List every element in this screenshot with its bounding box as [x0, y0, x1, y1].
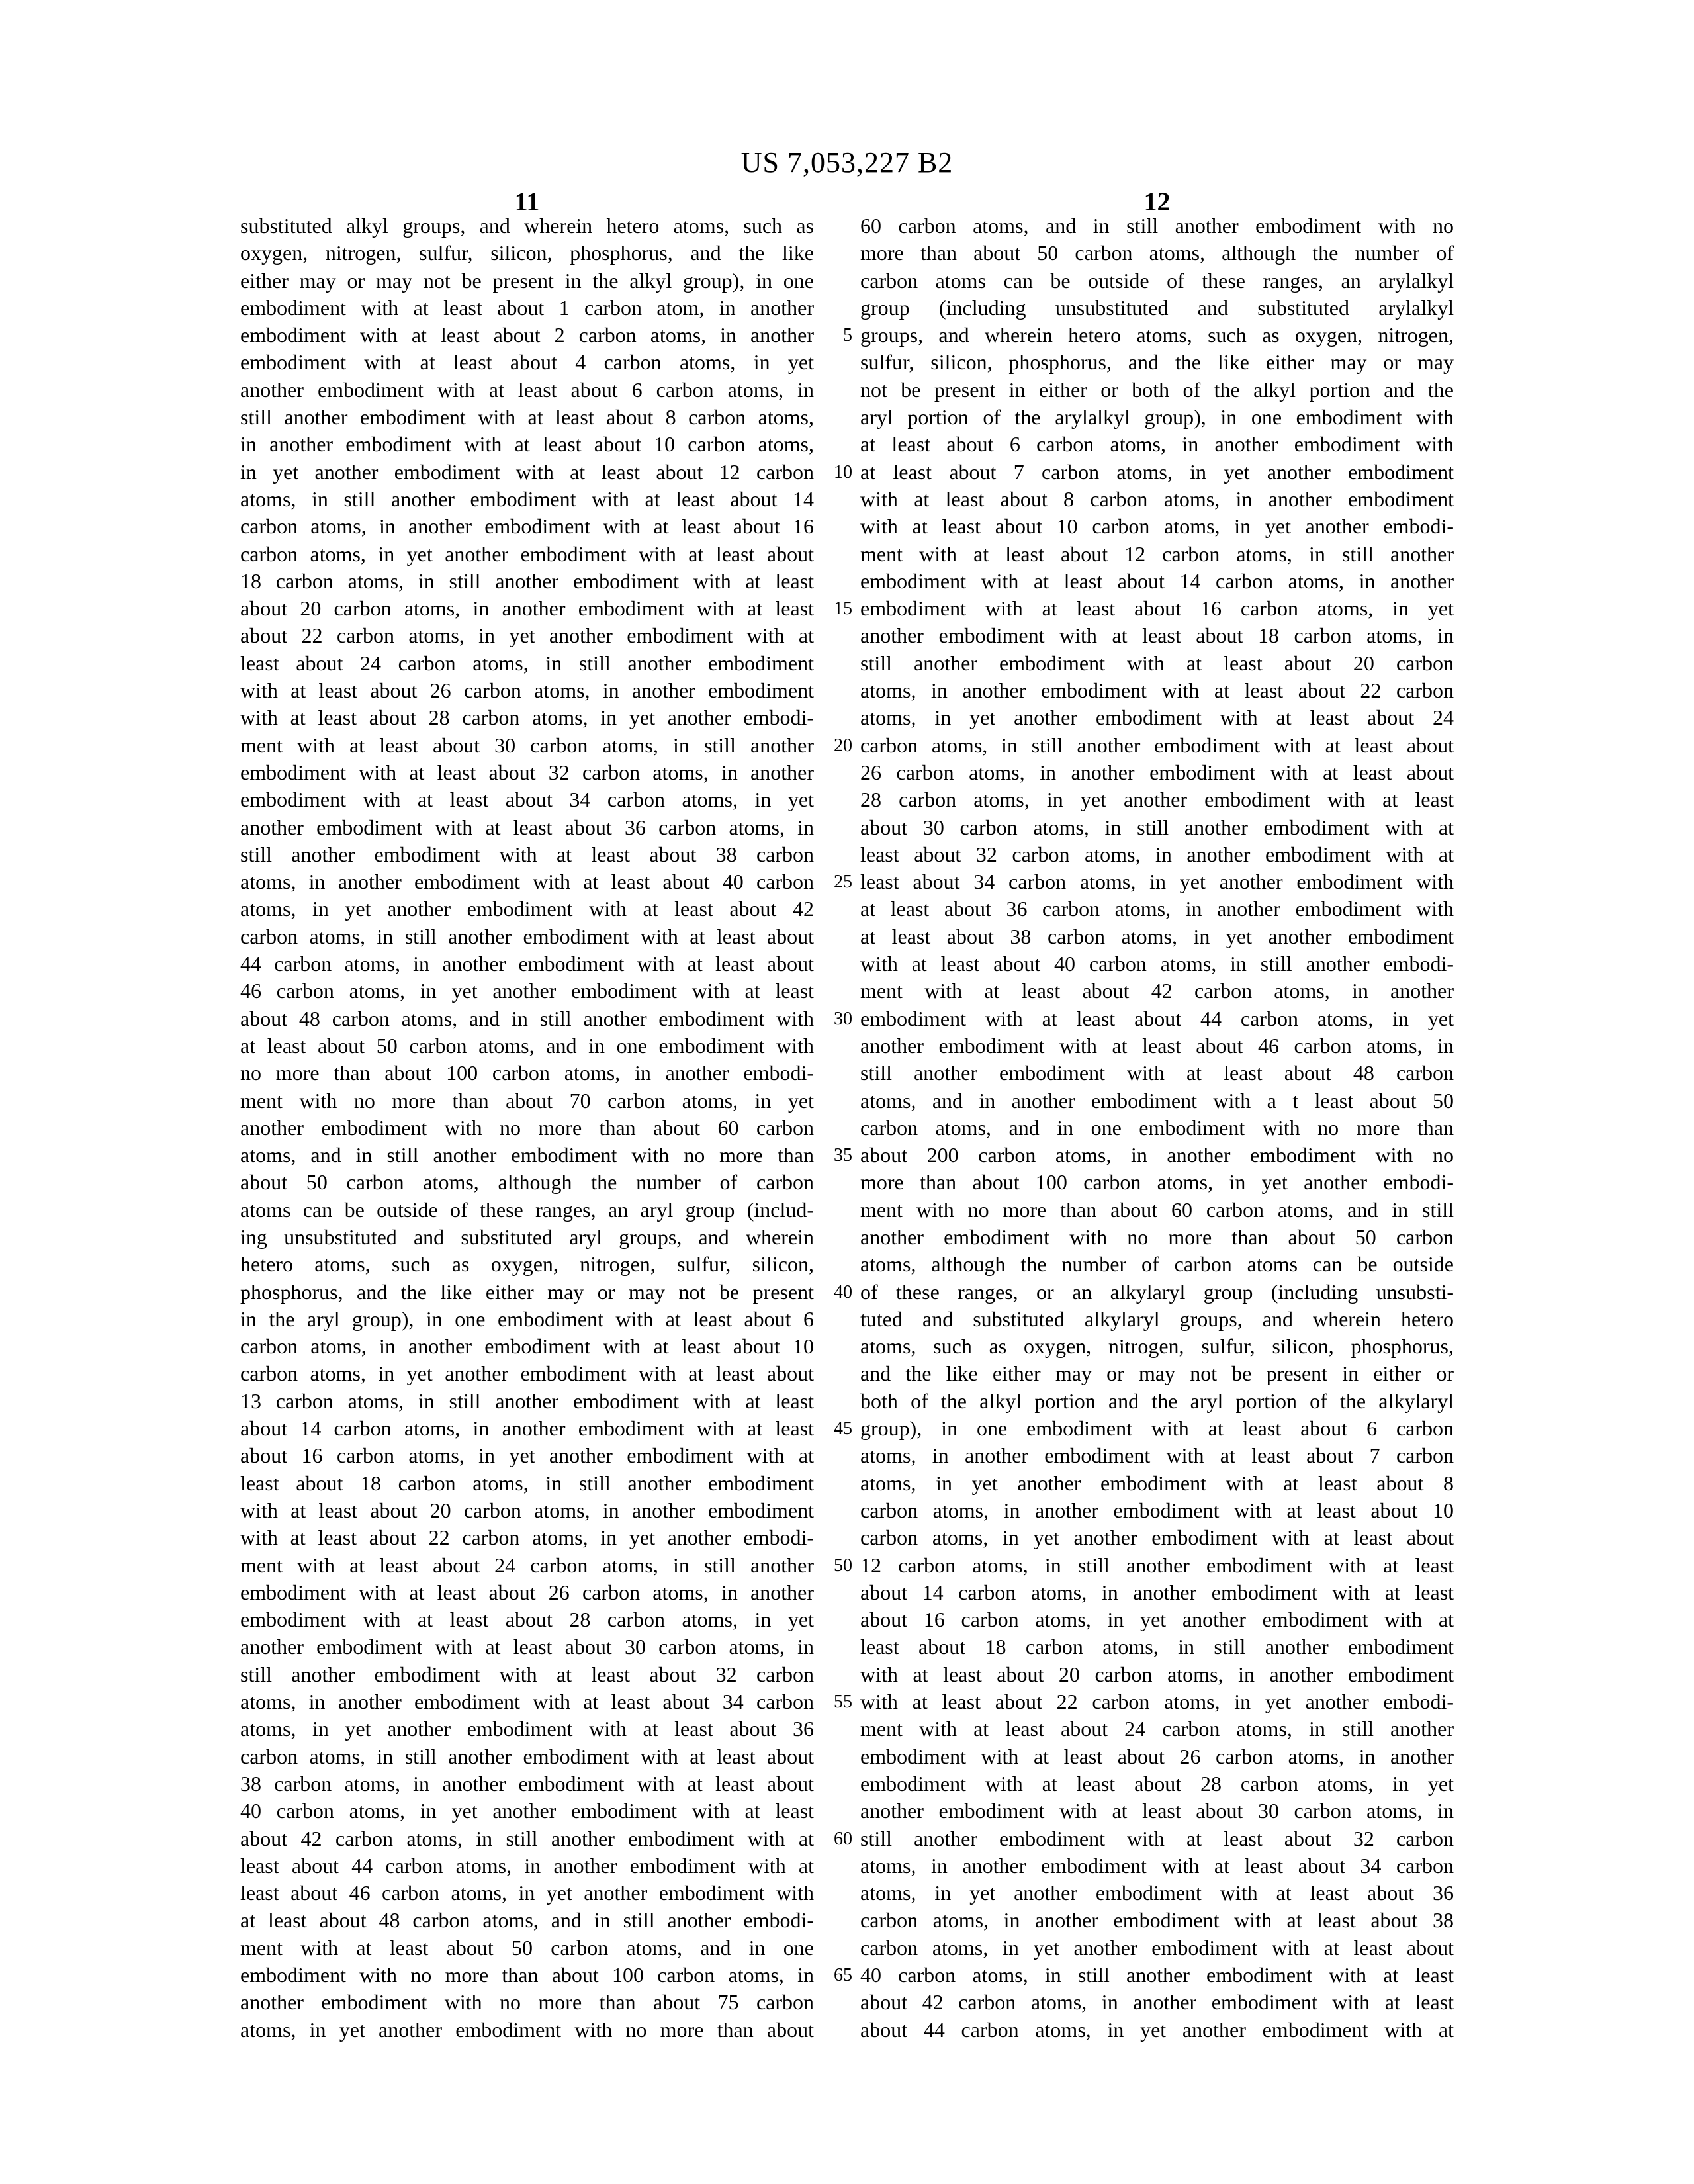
text-line: with at least about 28 carbon atoms, in yet another embodi- — [240, 705, 814, 730]
patent-number-header: US 7,053,227 B2 — [740, 146, 954, 179]
text-line: another embodiment with no more than about 60 carbon — [240, 1115, 814, 1140]
text-line: ing unsubstituted and substituted aryl groups, and wherein — [240, 1224, 814, 1249]
text-line: least about 44 carbon atoms, in another embodiment with at — [240, 1853, 814, 1878]
text-line: 28 carbon atoms, in yet another embodiment with at least — [860, 788, 1454, 812]
text-line: substituted alkyl groups, and wherein hetero atoms, such as — [240, 214, 814, 238]
text-line: atoms, in another embodiment with at least about 34 carbon — [860, 1853, 1454, 1878]
text-line: least about 32 carbon atoms, in another embodiment with at — [860, 842, 1454, 866]
text-line: carbon atoms, in still another embodiment with at least about — [240, 924, 814, 948]
gutter-line-number: 5 — [843, 325, 852, 346]
text-line: ment with at least about 42 carbon atoms, in another — [860, 979, 1454, 1003]
text-line: atoms, and in still another embodiment with no more than — [240, 1143, 814, 1167]
gutter-line-spacer — [814, 1606, 852, 1633]
text-line: embodiment with at least about 4 carbon atoms, in yet — [240, 350, 814, 375]
text-line: with at least about 26 carbon atoms, in another embodiment — [240, 678, 814, 703]
gutter-line-spacer — [814, 1770, 852, 1797]
text-line: least about 34 carbon atoms, in yet another embodiment with — [860, 870, 1454, 894]
text-line: at least about 7 carbon atoms, in yet another embodiment — [860, 459, 1454, 484]
gutter-line-spacer — [814, 1524, 852, 1551]
text-line: atoms, in another embodiment with at least about 22 carbon — [860, 678, 1454, 703]
column-number-12: 12 — [1143, 187, 1171, 216]
gutter-line-spacer — [814, 404, 852, 431]
gutter-line-spacer — [814, 1087, 852, 1115]
text-line: another embodiment with at least about 36 carbon atoms, in — [240, 815, 814, 839]
text-line: still another embodiment with at least about 8 carbon atoms, — [240, 405, 814, 430]
text-line: at least about 38 carbon atoms, in yet another embodiment — [860, 924, 1454, 948]
text-line: atoms, in another embodiment with at least about 7 carbon — [860, 1443, 1454, 1468]
gutter-line-spacer — [814, 1032, 852, 1060]
gutter-line-spacer — [814, 1169, 852, 1196]
column-11-text — [240, 212, 814, 2044]
gutter-line-spacer — [814, 1743, 852, 1770]
gutter-line-number: 55 — [834, 1692, 852, 1713]
text-line: atoms, such as oxygen, nitrogen, sulfur, silicon, phosphorus, — [860, 1334, 1454, 1359]
text-line: about 22 carbon atoms, in yet another embodiment with at — [240, 623, 814, 648]
text-line: more than about 100 carbon atoms, in yet another embodi- — [860, 1170, 1454, 1195]
gutter-line-spacer — [814, 1797, 852, 1825]
gutter-line-spacer — [814, 1197, 852, 1224]
text-line: embodiment with no more than about 100 carbon atoms, in — [240, 1963, 814, 1987]
gutter-line-spacer — [814, 841, 852, 868]
text-line: with at least about 10 carbon atoms, in yet another embodi- — [860, 514, 1454, 539]
text-line: phosphorus, and the like either may or may not be present — [240, 1279, 814, 1304]
gutter-line-spacer — [814, 1360, 852, 1387]
text-line: more than about 50 carbon atoms, although the number of — [860, 241, 1454, 265]
text-line: group (including unsubstituted and substituted arylalkyl — [860, 295, 1454, 320]
line-number-gutter — [814, 212, 852, 2044]
text-line: aryl portion of the arylalkyl group), in one embodiment with — [860, 405, 1454, 430]
text-line: atoms, and in another embodiment with a t least about 50 — [860, 1088, 1454, 1113]
text-line: sulfur, silicon, phosphorus, and the like either may or may — [860, 350, 1454, 375]
text-line: either may or may not be present in the alkyl group), in one — [240, 268, 814, 293]
gutter-line-spacer — [814, 786, 852, 813]
text-line: at least about 36 carbon atoms, in another embodiment with — [860, 897, 1454, 921]
text-line: at least about 6 carbon atoms, in another embodiment with — [860, 432, 1454, 457]
text-line: embodiment with at least about 1 carbon atom, in another — [240, 295, 814, 320]
text-line: carbon atoms, in another embodiment with at least about 16 — [240, 514, 814, 539]
gutter-line-spacer — [814, 1060, 852, 1087]
gutter-line-spacer — [814, 1115, 852, 1142]
text-line: ment with at least about 30 carbon atoms, in still another — [240, 733, 814, 757]
gutter-line-number: 40 — [834, 1281, 852, 1302]
text-line: atoms, in yet another embodiment with at least about 24 — [860, 705, 1454, 730]
text-line: about 30 carbon atoms, in still another embodiment with at — [860, 815, 1454, 839]
text-line: embodiment with at least about 26 carbon atoms, in another — [860, 1744, 1454, 1768]
gutter-line-spacer — [814, 650, 852, 677]
gutter-line-number: 25 — [834, 872, 852, 893]
text-line: with at least about 40 carbon atoms, in still another embodi- — [860, 952, 1454, 976]
gutter-line-spacer — [814, 1388, 852, 1415]
text-line: atoms, in another embodiment with at least about 34 carbon — [240, 1690, 814, 1714]
text-line: with at least about 20 carbon atoms, in another embodiment — [240, 1498, 814, 1522]
text-line: about 20 carbon atoms, in another embodiment with at least — [240, 596, 814, 621]
text-line: ment with no more than about 60 carbon atoms, and in still — [860, 1197, 1454, 1222]
text-line: in the aryl group), in one embodiment with at least about 6 — [240, 1306, 814, 1331]
text-line: embodiment with at least about 14 carbon atoms, in another — [860, 569, 1454, 593]
text-line: atoms, in still another embodiment with at least about 14 — [240, 486, 814, 511]
text-line: still another embodiment with at least about 48 carbon — [860, 1061, 1454, 1085]
text-line: about 50 carbon atoms, although the number of carbon — [240, 1170, 814, 1195]
text-line: 44 carbon atoms, in another embodiment with at least about — [240, 952, 814, 976]
gutter-line-spacer — [814, 1633, 852, 1661]
text-line: not be present in either or both of the alkyl portion and the — [860, 377, 1454, 402]
gutter-line-spacer — [814, 704, 852, 731]
text-line: with at least about 22 carbon atoms, in yet another embodi- — [240, 1525, 814, 1550]
gutter-line-spacer — [814, 1880, 852, 1907]
gutter-line-spacer — [814, 677, 852, 704]
text-line: about 42 carbon atoms, in still another embodiment with at — [240, 1826, 814, 1850]
gutter-line-spacer — [814, 622, 852, 649]
text-line: atoms, in yet another embodiment with at least about 36 — [860, 1881, 1454, 1905]
gutter-line-spacer — [814, 923, 852, 950]
text-line: about 14 carbon atoms, in another embodiment with at least — [860, 1580, 1454, 1604]
gutter-line-spacer — [814, 1661, 852, 1688]
gutter-line-spacer — [814, 1934, 852, 1962]
text-line: 46 carbon atoms, in yet another embodiment with at least — [240, 979, 814, 1003]
gutter-line-spacer — [814, 978, 852, 1005]
gutter-line-number: 15 — [834, 598, 852, 619]
gutter-line-spacer — [814, 1442, 852, 1469]
text-line: 13 carbon atoms, in still another embodiment with at least — [240, 1388, 814, 1413]
gutter-line-spacer — [814, 431, 852, 458]
gutter-line-spacer — [814, 1497, 852, 1524]
text-line: embodiment with at least about 32 carbon atoms, in another — [240, 760, 814, 784]
gutter-line-spacer — [814, 1333, 852, 1360]
text-line: embodiment with at least about 28 carbon atoms, in yet — [860, 1771, 1454, 1796]
text-line: ment with at least about 24 carbon atoms, in still another — [240, 1553, 814, 1577]
text-line: group), in one embodiment with at least about 6 carbon — [860, 1416, 1454, 1441]
text-line: least about 46 carbon atoms, in yet another embodiment with — [240, 1881, 814, 1905]
gutter-line-spacer — [814, 1470, 852, 1497]
text-line: about 14 carbon atoms, in another embodiment with at least — [240, 1416, 814, 1441]
text-line: about 42 carbon atoms, in another embodiment with at least — [860, 1990, 1454, 2015]
text-line: carbon atoms, and in one embodiment with no more than — [860, 1115, 1454, 1140]
text-line: with at least about 20 carbon atoms, in another embodiment — [860, 1662, 1454, 1686]
gutter-line-spacer — [814, 1989, 852, 2016]
gutter-line-spacer — [814, 349, 852, 376]
text-line: carbon atoms, in another embodiment with at least about 10 — [240, 1334, 814, 1359]
gutter-line-spacer — [814, 1715, 852, 1743]
text-line: embodiment with at least about 26 carbon atoms, in another — [240, 1580, 814, 1604]
gutter-line-spacer — [814, 950, 852, 978]
text-line: atoms, in yet another embodiment with no more than about — [240, 2017, 814, 2042]
text-line: tuted and substituted alkylaryl groups, and wherein hetero — [860, 1306, 1454, 1331]
text-line: in yet another embodiment with at least about 12 carbon — [240, 459, 814, 484]
text-line: hetero atoms, such as oxygen, nitrogen, sulfur, silicon, — [240, 1252, 814, 1277]
text-line: another embodiment with at least about 30 carbon atoms, in — [240, 1635, 814, 1659]
gutter-line-spacer — [814, 541, 852, 568]
gutter-line-spacer — [814, 240, 852, 267]
text-line: of these ranges, or an alkylaryl group (including unsubsti- — [860, 1279, 1454, 1304]
text-line: embodiment with at least about 28 carbon atoms, in yet — [240, 1608, 814, 1632]
text-line: least about 18 carbon atoms, in still another embodiment — [240, 1471, 814, 1495]
text-line: atoms, in yet another embodiment with at least about 36 — [240, 1717, 814, 1741]
text-line: oxygen, nitrogen, sulfur, silicon, phosphorus, and the like — [240, 241, 814, 265]
text-line: at least about 48 carbon atoms, and in still another embodi- — [240, 1908, 814, 1933]
text-line: carbon atoms, in another embodiment with at least about 10 — [860, 1498, 1454, 1522]
gutter-line-number: 35 — [834, 1145, 852, 1166]
text-line: carbon atoms, in yet another embodiment with at least about — [860, 1935, 1454, 1960]
gutter-line-spacer — [814, 212, 852, 240]
text-line: about 200 carbon atoms, in another embodiment with no — [860, 1143, 1454, 1167]
text-line: embodiment with at least about 44 carbon atoms, in yet — [860, 1006, 1454, 1030]
text-line: atoms, in yet another embodiment with at least about 8 — [860, 1471, 1454, 1495]
text-line: another embodiment with at least about 6 carbon atoms, in — [240, 377, 814, 402]
text-line: still another embodiment with at least about 32 carbon — [240, 1662, 814, 1686]
text-line: embodiment with at least about 16 carbon atoms, in yet — [860, 596, 1454, 621]
text-line: at least about 50 carbon atoms, and in one embodiment with — [240, 1033, 814, 1058]
text-line: carbon atoms, in yet another embodiment with at least about — [860, 1525, 1454, 1550]
text-line: still another embodiment with at least about 32 carbon — [860, 1826, 1454, 1850]
column-12-text — [860, 212, 1454, 2044]
gutter-line-number: 45 — [834, 1418, 852, 1439]
text-line: 40 carbon atoms, in yet another embodiment with at least — [240, 1799, 814, 1823]
text-line: 18 carbon atoms, in still another embodiment with at least — [240, 569, 814, 593]
text-line: carbon atoms, in yet another embodiment with at least about — [240, 541, 814, 566]
gutter-line-number: 10 — [834, 461, 852, 482]
text-line: groups, and wherein hetero atoms, such as oxygen, nitrogen, — [860, 323, 1454, 347]
text-line: another embodiment with at least about 18 carbon atoms, in — [860, 623, 1454, 648]
text-line: atoms, in another embodiment with at least about 40 carbon — [240, 870, 814, 894]
text-line: another embodiment with at least about 46 carbon atoms, in — [860, 1033, 1454, 1058]
text-line: ment with at least about 50 carbon atoms, and in one — [240, 1935, 814, 1960]
gutter-line-spacer — [814, 759, 852, 786]
gutter-line-spacer — [814, 568, 852, 595]
gutter-line-spacer — [814, 486, 852, 513]
text-line: still another embodiment with at least about 20 carbon — [860, 651, 1454, 675]
gutter-line-spacer — [814, 895, 852, 923]
text-line: atoms can be outside of these ranges, an aryl group (includ- — [240, 1197, 814, 1222]
gutter-line-spacer — [814, 295, 852, 322]
text-line: ment with no more than about 70 carbon atoms, in yet — [240, 1088, 814, 1113]
column-number-11: 11 — [514, 187, 540, 216]
text-line: atoms, although the number of carbon atoms can be outside — [860, 1252, 1454, 1277]
gutter-line-spacer — [814, 1251, 852, 1278]
gutter-line-number: 60 — [834, 1828, 852, 1849]
gutter-line-spacer — [814, 1907, 852, 1934]
text-line: 38 carbon atoms, in another embodiment with at least about — [240, 1771, 814, 1796]
text-line: least about 18 carbon atoms, in still another embodiment — [860, 1635, 1454, 1659]
text-line: about 44 carbon atoms, in yet another embodiment with at — [860, 2017, 1454, 2042]
text-line: both of the alkyl portion and the aryl portion of the alkylaryl — [860, 1388, 1454, 1413]
text-line: 40 carbon atoms, in still another embodiment with at least — [860, 1963, 1454, 1987]
text-line: another embodiment with at least about 30 carbon atoms, in — [860, 1799, 1454, 1823]
text-line: ment with at least about 24 carbon atoms, in still another — [860, 1717, 1454, 1741]
gutter-line-spacer — [814, 814, 852, 841]
text-line: with at least about 22 carbon atoms, in yet another embodi- — [860, 1690, 1454, 1714]
text-line: 60 carbon atoms, and in still another embodiment with no — [860, 214, 1454, 238]
text-line: carbon atoms, in still another embodiment with at least about — [240, 1744, 814, 1768]
text-line: carbon atoms, in yet another embodiment with at least about — [240, 1361, 814, 1386]
text-line: about 48 carbon atoms, and in still another embodiment with — [240, 1006, 814, 1030]
text-line: still another embodiment with at least about 38 carbon — [240, 842, 814, 866]
gutter-line-spacer — [814, 1852, 852, 1880]
text-line: about 16 carbon atoms, in yet another embodiment with at — [860, 1608, 1454, 1632]
gutter-line-spacer — [814, 267, 852, 295]
gutter-line-spacer — [814, 1579, 852, 1606]
gutter-line-number: 50 — [834, 1555, 852, 1576]
text-line: carbon atoms can be outside of these ranges, an arylalkyl — [860, 268, 1454, 293]
gutter-line-spacer — [814, 1306, 852, 1333]
text-line: embodiment with at least about 2 carbon atoms, in another — [240, 323, 814, 347]
text-line: ment with at least about 12 carbon atoms, in still another — [860, 541, 1454, 566]
text-line: with at least about 8 carbon atoms, in another embodiment — [860, 486, 1454, 511]
text-line: carbon atoms, in still another embodiment with at least about — [860, 733, 1454, 757]
text-line: least about 24 carbon atoms, in still another embodiment — [240, 651, 814, 675]
text-line: carbon atoms, in another embodiment with at least about 38 — [860, 1908, 1454, 1933]
gutter-line-spacer — [814, 2017, 852, 2044]
text-line: atoms, in yet another embodiment with at least about 42 — [240, 897, 814, 921]
text-line: no more than about 100 carbon atoms, in another embodi- — [240, 1061, 814, 1085]
gutter-line-spacer — [814, 1224, 852, 1251]
gutter-line-number: 20 — [834, 735, 852, 756]
text-line: another embodiment with no more than about 75 carbon — [240, 1990, 814, 2015]
text-line: in another embodiment with at least about 10 carbon atoms, — [240, 432, 814, 457]
gutter-line-number: 65 — [834, 1965, 852, 1985]
text-line: another embodiment with no more than about 50 carbon — [860, 1224, 1454, 1249]
text-line: 12 carbon atoms, in still another embodiment with at least — [860, 1553, 1454, 1577]
gutter-line-spacer — [814, 513, 852, 540]
gutter-line-number: 30 — [834, 1008, 852, 1029]
text-line: embodiment with at least about 34 carbon atoms, in yet — [240, 788, 814, 812]
text-line: 26 carbon atoms, in another embodiment with at least about — [860, 760, 1454, 784]
gutter-line-spacer — [814, 377, 852, 404]
text-line: about 16 carbon atoms, in yet another embodiment with at — [240, 1443, 814, 1468]
text-line: and the like either may or may not be present in either or — [860, 1361, 1454, 1386]
